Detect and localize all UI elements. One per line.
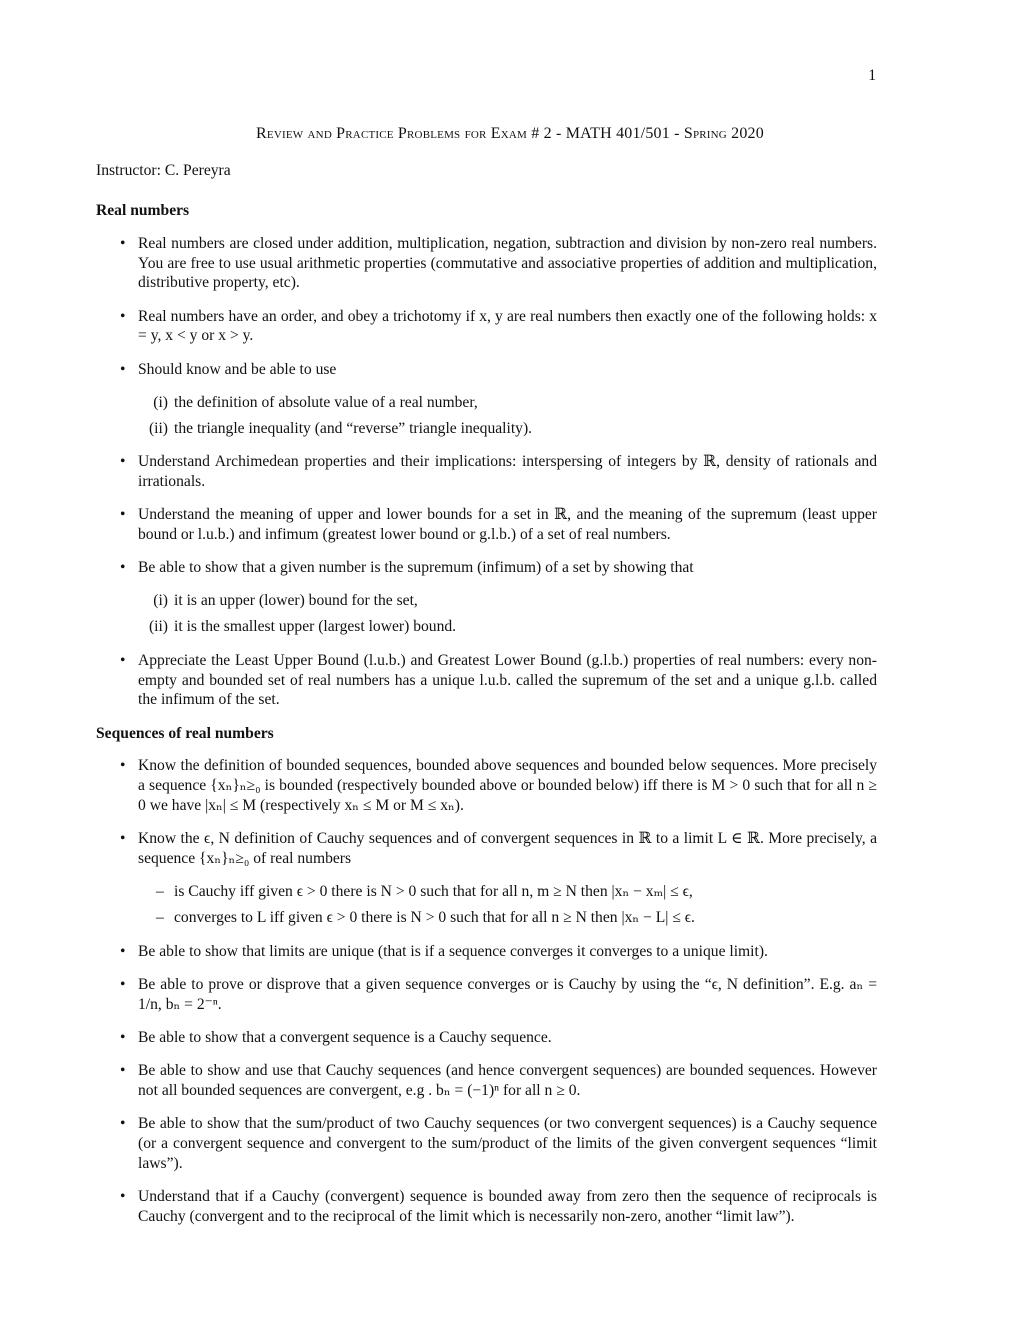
item-text: Should know and be able to use xyxy=(138,360,337,378)
sub-list-item xyxy=(138,908,877,928)
item-text: Know the definition of bounded sequences, bounded above sequences and bounded below sequences. More precisely a sequence {xₙ}ₙ≥₀ is bounded (respectively bounded above or bounded below) iff there is M > 0 such that for all n ≥ 0 we have |xₙ| ≤ M (respectively xₙ ≤ M or M ≤ xₙ). xyxy=(138,757,877,815)
list-item xyxy=(96,1114,877,1173)
instructor-line: Instructor: C. Pereyra xyxy=(96,162,231,179)
list-item xyxy=(96,651,877,710)
list-item xyxy=(96,452,877,492)
list-item xyxy=(96,829,877,928)
sub-list-item xyxy=(138,617,877,637)
list-item xyxy=(96,505,877,545)
section-heading-sequences: Sequences of real numbers xyxy=(96,724,274,742)
sub-list-item xyxy=(138,393,877,413)
sub-item-text: the triangle inequality (and “reverse” triangle inequality). xyxy=(174,419,533,437)
list-item xyxy=(96,1061,877,1101)
list-item xyxy=(96,307,877,347)
item-text: Understand the meaning of upper and lower bounds for a set in ℝ, and the meaning of the supremum (least upper bound or l.u.b.) and infimum (greatest lower bound or g.l.b.) of a set of real numbers. xyxy=(138,506,877,544)
page-number: 1 xyxy=(868,67,876,84)
sub-list xyxy=(138,591,877,637)
sub-list xyxy=(138,393,877,439)
list-item xyxy=(96,942,877,962)
list-item xyxy=(96,558,877,637)
item-text: Real numbers have an order, and obey a trichotomy if x, y are real numbers then exactly one of the following holds: x = y, x < y or x > y. xyxy=(138,307,877,345)
item-text: Real numbers are closed under addition, multiplication, negation, subtraction and division by non-zero real numbers. You are free to use usual arithmetic properties (commutative and associative properties of addition and multiplication, distributive property, etc). xyxy=(138,234,877,292)
page-title: Review and Practice Problems for Exam # 2 - MATH 401/501 - Spring 2020 xyxy=(256,125,764,142)
sub-item-text: it is the smallest upper (largest lower) bound. xyxy=(174,618,457,636)
item-text: Be able to show that the sum/product of two Cauchy sequences (or two convergent sequences) is a Cauchy sequence (or a convergent sequence and convergent to the sum/product of the limits of the given convergent sequences “limit laws”). xyxy=(138,1115,877,1172)
item-text: Be able to show that limits are unique (that is if a sequence converges it converges to a unique limit). xyxy=(138,942,768,960)
document-body xyxy=(96,201,877,1240)
list-item xyxy=(96,234,877,293)
sub-item-number: (ii) xyxy=(148,618,168,636)
item-text: Appreciate the Least Upper Bound (l.u.b.) and Greatest Lower Bound (g.l.b.) properties of real numbers: every non-empty and bounded set of real numbers has a unique l.u.b. called the supremum of the set and a unique g.l.b. called the infimum of the set. xyxy=(138,651,877,709)
sub-item-text: it is an upper (lower) bound for the set, xyxy=(174,592,418,610)
item-text: Be able to show that a given number is the supremum (infimum) of a set by showing that xyxy=(138,559,694,577)
list-item xyxy=(96,360,877,439)
sub-item-text: is Cauchy iff given ϵ > 0 there is N > 0 such that for all n, m ≥ N then |xₙ − xₘ| ≤ ϵ, xyxy=(174,882,693,900)
list-item xyxy=(96,975,877,1015)
item-text: Be able to show that a convergent sequence is a Cauchy sequence. xyxy=(138,1028,552,1046)
list-item xyxy=(96,756,877,815)
item-text: Understand Archimedean properties and their implications: interspersing of integers by ℝ, density of rationals and irrationals. xyxy=(138,453,877,490)
real-numbers-list xyxy=(96,234,877,710)
list-item xyxy=(96,1028,877,1048)
sub-item-number: (i) xyxy=(153,592,168,610)
sub-list xyxy=(138,882,877,928)
sub-item-number: (i) xyxy=(153,393,168,411)
item-text: Know the ϵ, N definition of Cauchy sequences and of convergent sequences in ℝ to a limit L ∈ ℝ. More precisely, a sequence {xₙ}ₙ≥₀ of real numbers xyxy=(138,830,877,868)
list-item xyxy=(96,1187,877,1227)
section-heading-real-numbers: Real numbers xyxy=(96,202,190,219)
sub-list-item xyxy=(138,591,877,611)
item-text: Be able to show and use that Cauchy sequences (and hence convergent sequences) are bounded sequences. However not all bounded sequences are convergent, e.g . bₙ = (−1)ⁿ for all n ≥ 0. xyxy=(138,1062,877,1099)
sub-item-text: the definition of absolute value of a real number, xyxy=(174,393,478,411)
sequences-list xyxy=(96,756,877,1226)
item-text: Understand that if a Cauchy (convergent) sequence is bounded away from zero then the sequence of reciprocals is Cauchy (convergent and to the reciprocal of the limit which is necessarily non-zero, another “limit law”). xyxy=(138,1188,877,1225)
sub-item-text: converges to L iff given ϵ > 0 there is N > 0 such that for all n ≥ N then |xₙ − L| ≤ ϵ. xyxy=(174,909,695,927)
sub-list-item xyxy=(138,882,877,902)
sub-item-number: (ii) xyxy=(148,419,168,437)
item-text: Be able to prove or disprove that a given sequence converges or is Cauchy by using the “ϵ, N definition”. E.g. aₙ = 1/n, bₙ = 2⁻ⁿ. xyxy=(138,975,877,1013)
sub-list-item xyxy=(138,419,877,439)
